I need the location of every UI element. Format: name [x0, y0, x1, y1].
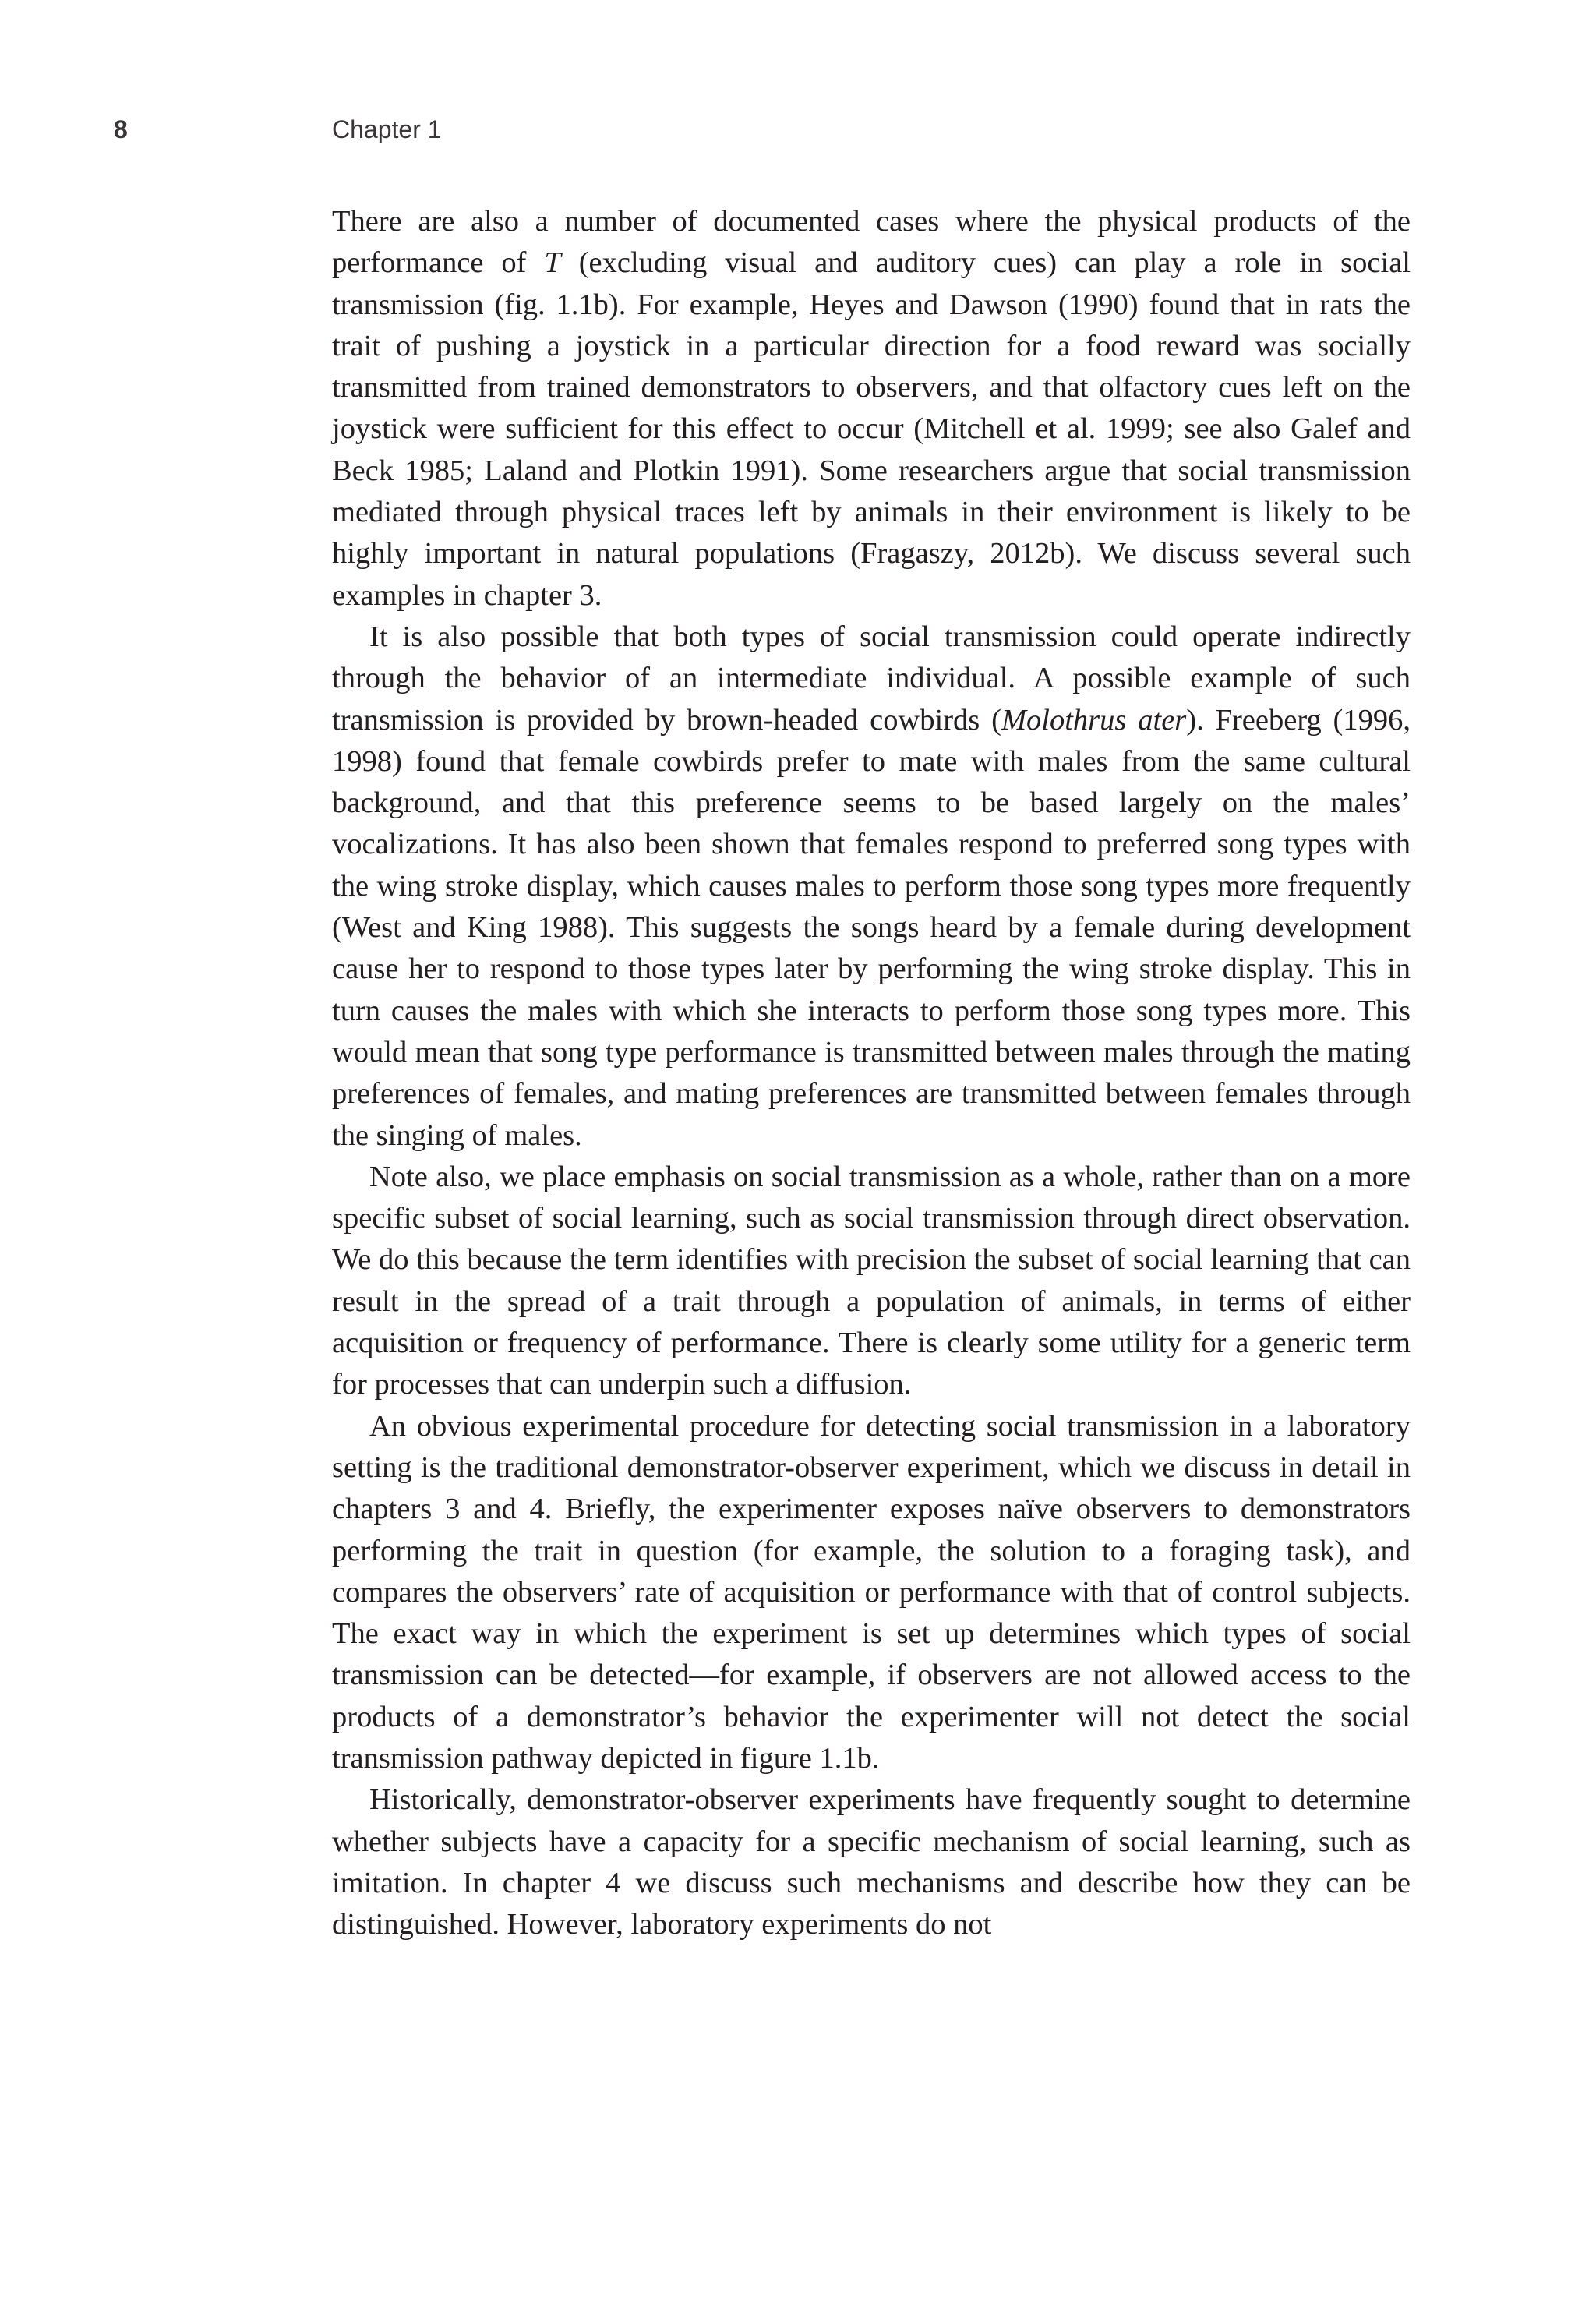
- running-head: [0, 115, 1596, 153]
- paragraph-text: There are also a number of documented cases where the physical products of the performance of: [332, 205, 1411, 280]
- paragraph-text: Historically, demonstrator-observer experiments have frequently sought to determine whether subjects have a capacity for a specific mechanism of social learning, such as imitation. In chapter 4 we discuss such mechanisms and describe how they can be distinguished. However, laboratory experiments do not: [332, 1783, 1411, 1941]
- paragraph-text: Note also, we place emphasis on social transmission as a whole, rather than on a more specific subset of social learning, such as social transmission through direct observation. We do this because the term identifies with precision the subset of social learning that can result in the spread of a trait through a population of animals, in terms of either acquisition or frequency of performance. There is clearly some utility for a generic term for processes that can underpin such a diffusion.: [332, 1160, 1411, 1401]
- body-text: [332, 201, 1411, 1945]
- paragraph-cowbirds: [332, 617, 1411, 1157]
- paragraph-text: (excluding visual and auditory cues) can play a role in social transmission (fig. 1.1b). For example, Heyes and Dawson (1990) found that in rats the trait of pushing a joystick in a particular direction for a food reward was socially transmitted from trained demonstrators to observers, and that olfactory cues left on the joystick were sufficient for this effect to occur (Mitchell et al. 1999; see also Galef and Beck 1985; Laland and Plotkin 1991). Some researchers argue that social transmission mediated through physical traces left by animals in their environment is likely to be highly important in natural populations (Fragaszy, 2012b). We discuss several such examples in chapter 3.: [332, 246, 1411, 612]
- paragraph-historically: [332, 1779, 1411, 1945]
- paragraph-physical-products: [332, 201, 1411, 617]
- page-number: 8: [114, 115, 129, 143]
- paragraph-text: It is also possible that both types of social transmission could operate indirectly through the behavior of an intermediate individual. A possible example of such transmission is provided by brown-headed cowbirds (: [332, 620, 1411, 737]
- trait-symbol: T: [544, 246, 561, 280]
- paragraph-experimental-procedure: [332, 1406, 1411, 1780]
- paragraph-text: ). Freeberg (1996, 1998) found that female cowbirds prefer to mate with males from the same cultural background, and that this preference seems to be based largely on the males’ vocalizations. It has also been shown that females respond to preferred song types with the wing stroke display, which causes males to perform those song types more frequently (West and King 1988). This suggests the songs heard by a female during development cause her to respond to those types later by performing the wing stroke display. This in turn causes the males with which she interacts to perform those song types more. This would mean that song type performance is transmitted between males through the mating preferences of females, and mating preferences are transmitted between females through the singing of males.: [332, 703, 1411, 1152]
- chapter-label: Chapter 1: [332, 115, 442, 143]
- paragraph-emphasis: [332, 1157, 1411, 1406]
- paragraph-text: An obvious experimental procedure for detecting social transmission in a laboratory setting is the traditional demonstrator-observer experiment, which we discuss in detail in chapters 3 and 4. Briefly, the experimenter exposes naïve observers to demonstrators performing the trait in question (for example, the solution to a foraging task), and compares the observers’ rate of acquisition or performance with that of control subjects. The exact way in which the experiment is set up determines which types of social transmission can be detected—for example, if observers are not allowed access to the products of a demonstrator’s behavior the experimenter will not detect the social transmission pathway depicted in figure 1.1b.: [332, 1409, 1411, 1775]
- species-name: Molothrus ater: [1001, 703, 1187, 737]
